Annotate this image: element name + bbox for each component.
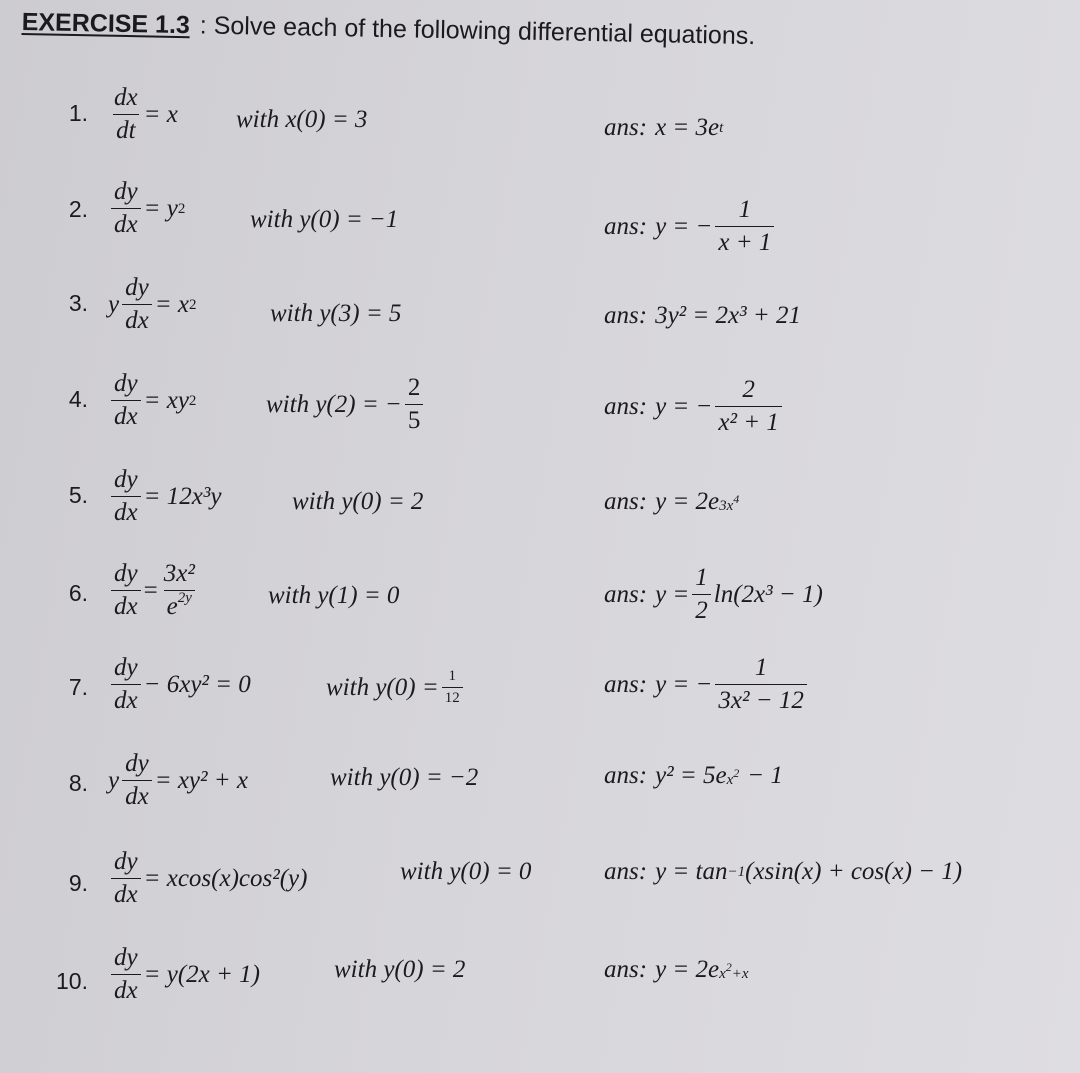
problem-number: 7. bbox=[68, 674, 88, 700]
answer-fraction: $\frac{1}{\text{3x² − 12}}$ bbox=[715, 654, 806, 715]
answer: ans: y = 2e $3x^4$ bbox=[604, 488, 740, 515]
answer: ans: y = − $\frac{2}{\text{x² + 1}}$ bbox=[604, 376, 785, 437]
rhs-fraction: $\frac{\text{3x²}}{e^{2y}}$ bbox=[163, 560, 195, 620]
answer: ans: y = − $\frac{1}{x + 1}$ bbox=[604, 196, 777, 257]
problem-equation: $\frac{dx}{dt}$ = x bbox=[108, 84, 178, 145]
problem-1 bbox=[0, 84, 1080, 164]
problem-number: 8. bbox=[68, 770, 88, 796]
derivative-fraction: $\frac{dy}{dx}$ bbox=[111, 848, 141, 909]
problem-equation: y $\frac{dy}{dx}$ = x 2 bbox=[108, 274, 197, 334]
derivative-fraction: $\frac{dx}{dt}$ bbox=[114, 84, 138, 144]
problem-equation: $\frac{dy}{dx}$ = xy 2 bbox=[108, 370, 196, 431]
answer: ans: y = 2e $x^2+x$ bbox=[604, 956, 749, 983]
derivative-fraction: $\frac{dy}{dx}$ bbox=[111, 654, 141, 715]
derivative-fraction: $\frac{dy}{dx}$ bbox=[111, 560, 141, 621]
problem-number: 5. bbox=[68, 482, 88, 508]
answer-fraction: $\frac{1}{2}$ bbox=[692, 564, 711, 625]
derivative-fraction: $\frac{dy}{dx}$ bbox=[122, 274, 152, 335]
answer-fraction: $\frac{1}{x + 1}$ bbox=[715, 196, 774, 257]
derivative-fraction: $\frac{dy}{dx}$ bbox=[122, 750, 152, 811]
problem-number: 2. bbox=[68, 196, 88, 222]
initial-condition: with y(2) = − $\frac{2}{5}$ bbox=[266, 374, 426, 435]
problem-number: 9. bbox=[68, 870, 88, 896]
problem-number: 6. bbox=[68, 580, 88, 606]
problem-3 bbox=[0, 274, 1080, 354]
answer: ans: x = 3e t bbox=[604, 114, 724, 141]
problem-equation: $\frac{dy}{dx}$ = y(2x + 1) bbox=[108, 944, 260, 1005]
initial-condition: with y(0) = 2 bbox=[334, 956, 466, 983]
problem-equation: $\frac{dy}{dx}$ = xcos(x)cos²(y) bbox=[108, 848, 307, 909]
exercise-header bbox=[21, 8, 1061, 57]
problem-number: 10. bbox=[56, 968, 88, 994]
problem-10 bbox=[0, 944, 1080, 1024]
condition-fraction: $\frac{2}{5}$ bbox=[405, 374, 424, 435]
problem-equation: $\frac{dy}{dx}$ = $\frac{\text{3x²}}{e^{2y}}$ bbox=[108, 560, 201, 621]
exercise-label: EXERCISE 1.3 bbox=[21, 8, 191, 40]
initial-condition: with x(0) = 3 bbox=[236, 106, 368, 133]
initial-condition: with y(0) = 2 bbox=[292, 488, 424, 515]
answer: ans: y = tan −1 (xsin(x) + cos(x) − 1) bbox=[604, 858, 963, 885]
derivative-fraction: $\frac{dy}{dx}$ bbox=[111, 466, 141, 527]
answer: ans: y = $\frac{1}{2}$ ln(2x³ − 1) bbox=[604, 564, 823, 624]
initial-condition: with y(1) = 0 bbox=[268, 582, 400, 609]
answer: ans: 3y² = 2x³ + 21 bbox=[604, 302, 801, 329]
problem-9 bbox=[0, 848, 1080, 928]
initial-condition: with y(0) = 0 bbox=[400, 858, 532, 885]
problem-number: 4. bbox=[68, 386, 88, 412]
derivative-fraction: $\frac{dy}{dx}$ bbox=[111, 370, 141, 431]
answer-fraction: $\frac{2}{\text{x² + 1}}$ bbox=[715, 376, 781, 437]
problem-equation: y $\frac{dy}{dx}$ = xy² + x bbox=[108, 750, 248, 810]
initial-condition: with y(0) = −1 bbox=[250, 206, 399, 233]
problem-7 bbox=[0, 654, 1080, 734]
problem-equation: $\frac{dy}{dx}$ = 12x³y bbox=[108, 466, 221, 527]
problem-equation: $\frac{dy}{dx}$ = y 2 bbox=[108, 178, 185, 239]
answer: ans: y² = 5e $x^2$ − 1 bbox=[604, 762, 783, 789]
problem-number: 3. bbox=[68, 290, 88, 316]
initial-condition: with y(0) = $\frac{1}{12}$ bbox=[326, 668, 466, 707]
exercise-instructions: : Solve each of the following differential equations. bbox=[199, 11, 756, 51]
problem-2 bbox=[0, 178, 1080, 258]
problem-5 bbox=[0, 466, 1080, 546]
problem-equation: $\frac{dy}{dx}$ − 6xy² = 0 bbox=[108, 654, 251, 715]
problem-8 bbox=[0, 750, 1080, 830]
condition-fraction: $\frac{1}{12}$ bbox=[442, 668, 463, 707]
initial-condition: with y(3) = 5 bbox=[270, 300, 402, 327]
problem-number: 1. bbox=[68, 100, 88, 126]
initial-condition: with y(0) = −2 bbox=[330, 764, 479, 791]
problem-4 bbox=[0, 370, 1080, 450]
problem-6 bbox=[0, 560, 1080, 640]
answer: ans: y = − $\frac{1}{\text{3x² − 12}}$ bbox=[604, 654, 810, 715]
derivative-fraction: $\frac{dy}{dx}$ bbox=[111, 178, 141, 239]
derivative-fraction: $\frac{dy}{dx}$ bbox=[111, 944, 141, 1005]
